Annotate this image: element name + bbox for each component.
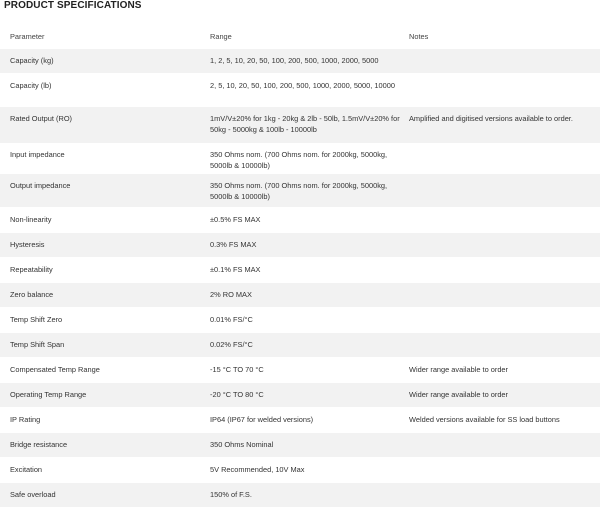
- row-range: 0.02% FS/°C: [210, 340, 253, 349]
- table-row: [0, 173, 600, 207]
- row-notes: Wider range available to order: [409, 365, 509, 374]
- row-notes: Welded versions available for SS load buttons: [409, 415, 560, 424]
- table-row: [0, 382, 600, 407]
- row-parameter: Capacity (lb): [10, 81, 52, 90]
- row-parameter: Hysteresis: [10, 240, 45, 249]
- table-row: [0, 282, 600, 307]
- table-row: [0, 48, 600, 73]
- row-parameter: Safe overload: [10, 490, 56, 499]
- row-range: 1mV/V±20% for 1kg - 20kg & 2lb - 50lb, 1.5mV/V±20% for 50kg - 5000kg & 100lb - 10000lb: [210, 114, 400, 134]
- table-row: [0, 432, 600, 457]
- row-range: 150% of F.S.: [210, 490, 252, 499]
- table-row: [0, 143, 600, 173]
- column-header-notes: Notes: [409, 32, 429, 41]
- row-range: 0.3% FS MAX: [210, 240, 257, 249]
- row-range: ±0.1% FS MAX: [210, 265, 261, 274]
- row-parameter: Input impedance: [10, 150, 65, 159]
- table-row: [0, 207, 600, 232]
- table-row: [0, 232, 600, 257]
- table-row: [0, 332, 600, 357]
- row-range: 350 Ohms nom. (700 Ohms nom. for 2000kg, 5000kg, 5000lb & 10000lb): [210, 150, 388, 170]
- row-range: 5V Recommended, 10V Max: [210, 465, 305, 474]
- table-row: [0, 106, 600, 143]
- specifications-table: [0, 15, 600, 507]
- row-parameter: Bridge resistance: [10, 440, 68, 449]
- column-header-range: Range: [210, 32, 232, 41]
- table-row: [0, 73, 600, 106]
- row-parameter: Excitation: [10, 465, 43, 474]
- row-range: 0.01% FS/°C: [210, 315, 253, 324]
- row-parameter: Repeatability: [10, 265, 53, 274]
- table-row: [0, 407, 600, 432]
- page-title: PRODUCT SPECIFICATIONS: [4, 0, 142, 11]
- row-notes: Amplified and digitised versions available to order.: [409, 114, 573, 123]
- row-range: 2, 5, 10, 20, 50, 100, 200, 500, 1000, 2000, 5000, 10000: [210, 81, 395, 90]
- row-range: -15 °C TO 70 °C: [210, 365, 264, 374]
- row-parameter: IP Rating: [10, 415, 41, 424]
- row-parameter: Compensated Temp Range: [10, 365, 100, 374]
- table-header-row: [0, 15, 600, 48]
- row-range: 350 Ohms nom. (700 Ohms nom. for 2000kg, 5000kg, 5000lb & 10000lb): [210, 181, 388, 201]
- row-parameter: Non-linearity: [10, 215, 52, 224]
- table-row: [0, 457, 600, 482]
- row-range: 2% RO MAX: [210, 290, 252, 299]
- row-range: 1, 2, 5, 10, 20, 50, 100, 200, 500, 1000, 2000, 5000: [210, 56, 379, 65]
- row-notes: Wider range available to order: [409, 390, 509, 399]
- table-row: [0, 357, 600, 382]
- row-parameter: Temp Shift Zero: [10, 315, 63, 324]
- row-parameter: Output impedance: [10, 181, 71, 190]
- row-range: -20 °C TO 80 °C: [210, 390, 264, 399]
- row-parameter: Zero balance: [10, 290, 54, 299]
- row-range: 350 Ohms Nominal: [210, 440, 274, 449]
- row-parameter: Capacity (kg): [10, 56, 54, 65]
- column-header-parameter: Parameter: [10, 32, 45, 41]
- table-row: [0, 482, 600, 507]
- row-range: ±0.5% FS MAX: [210, 215, 261, 224]
- row-parameter: Rated Output (RO): [10, 114, 73, 123]
- table-row: [0, 307, 600, 332]
- row-parameter: Operating Temp Range: [10, 390, 87, 399]
- row-parameter: Temp Shift Span: [10, 340, 65, 349]
- row-range: IP64 (IP67 for welded versions): [210, 415, 314, 424]
- table-row: [0, 257, 600, 282]
